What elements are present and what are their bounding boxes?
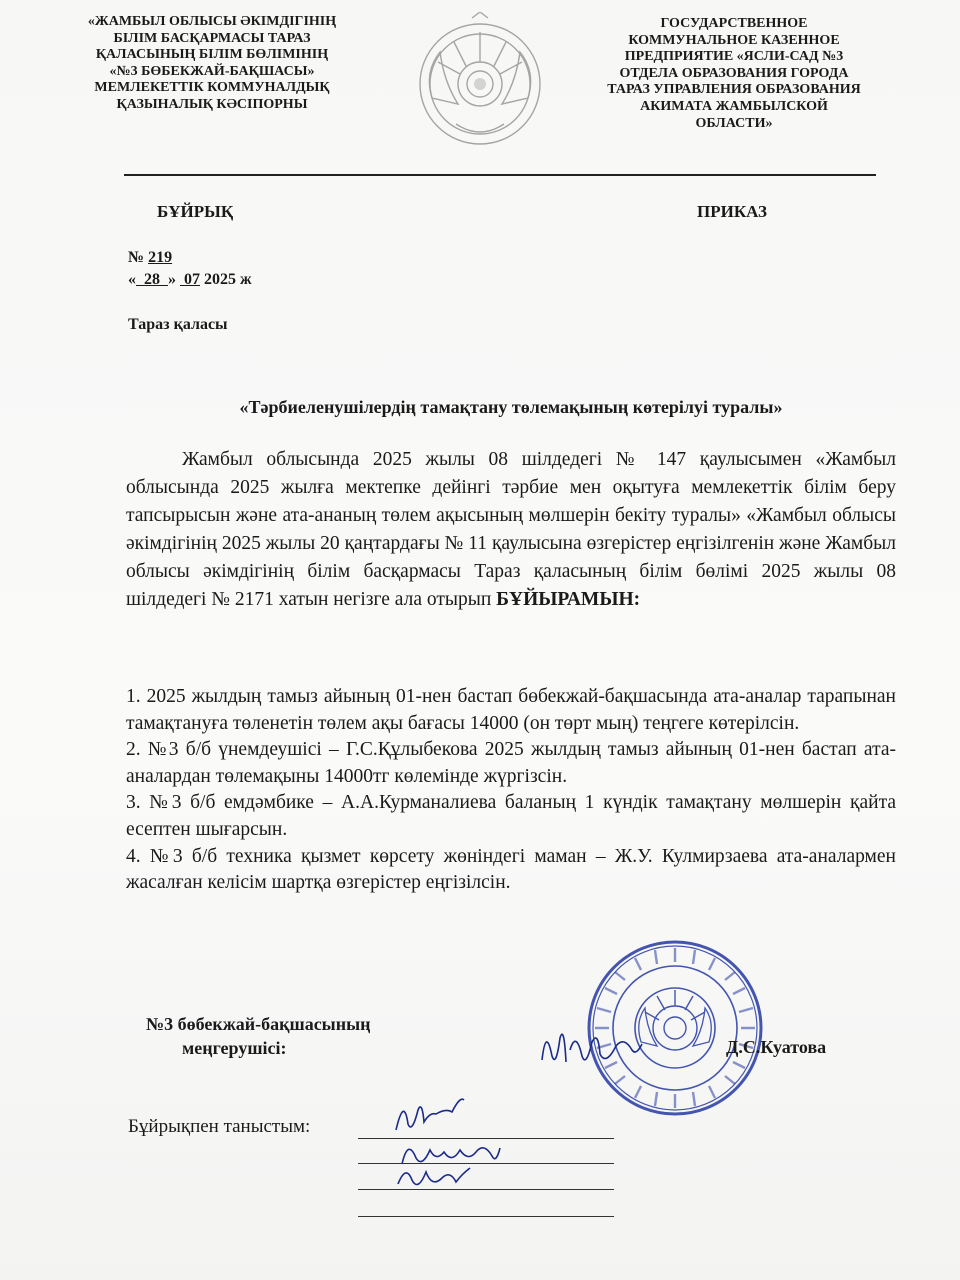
date-year: 2025 ж: [204, 271, 252, 288]
order-number-prefix: №: [128, 249, 149, 266]
acknowledgement-line: [358, 1216, 614, 1217]
header-left-line: МЕМЛЕКЕТТІК КОММУНАЛДЫҚ: [94, 80, 330, 96]
date-open-quote: «: [128, 271, 136, 288]
order-word: БҰЙЫРАМЫН:: [496, 589, 641, 610]
city: Тараз қаласы: [128, 316, 228, 333]
staff-signature-icon: [390, 1090, 470, 1138]
header-right-line: ГОСУДАРСТВЕННОЕ: [660, 16, 808, 31]
doc-type-kz: БҰЙРЫҚ: [157, 202, 234, 221]
header-right-line: ОТДЕЛА ОБРАЗОВАНИЯ ГОРОДА: [619, 65, 849, 81]
header-right-line: АКИМАТА ЖАМБЫЛСКОЙ: [640, 98, 828, 114]
signatory-name: Д.С.Куатова: [726, 1037, 827, 1057]
date-close-quote: »: [168, 271, 176, 288]
header-left-line: ҚАЗЫНАЛЫҚ КӘСІПОРНЫ: [116, 96, 308, 112]
header-right-line: КОММУНАЛЬНОЕ КАЗЕННОЕ: [628, 32, 840, 48]
order-date: [128, 271, 252, 289]
staff-signature-icon: [392, 1160, 476, 1196]
order-title: «Тәрбиеленушілердің тамақтану төлемақының көтерілуі туралы»: [239, 397, 783, 417]
header-right-line: ПРЕДПРИЯТИЕ «ЯСЛИ-САД №3: [624, 49, 844, 65]
header-right-line: ОБЛАСТИ»: [695, 115, 773, 131]
order-item: 3. №3 б/б емдәмбике – А.А.Курманалиева баланың 1 күндік тамақтану мөлшерін қайта есептен шығарсын.: [126, 792, 896, 840]
date-month-value: 07: [184, 271, 200, 288]
date-month: [180, 271, 200, 288]
order-number: [128, 249, 172, 267]
header-divider: [124, 174, 876, 176]
signatory-title: [146, 1012, 371, 1060]
date-day-value: 28: [144, 271, 160, 288]
preamble-paragraph: [126, 446, 896, 614]
date-day: [136, 271, 168, 288]
signatory-title-line2: меңгерушісі:: [182, 1038, 287, 1058]
acknowledgement-label: Бұйрықпен таныстым:: [128, 1116, 311, 1137]
doc-type-ru: ПРИКАЗ: [697, 202, 767, 221]
order-item: 4. №3 б/б техника қызмет көрсету жөніндегі маман – Ж.У. Кулмирзаева ата-аналармен жасалған келісім шартқа өзгерістер еңгізілсін.: [126, 845, 896, 894]
header-left-line: «№3 БӨБЕКЖАЙ-БАҚШАСЫ»: [109, 63, 315, 79]
order-item: 2. №3 б/б үнемдеушісі – Г.С.Құлыбекова 2025 жылдың тамыз айының 01-нен бастап ата-аналардан төлемақыны 14000тг көлемінде жүргізсін.: [126, 739, 896, 787]
header-right-ru: [588, 16, 880, 132]
order-number-value: 219: [148, 249, 173, 266]
order-items: [126, 684, 896, 897]
header-right-line: ТАРАЗ УПРАВЛЕНИЯ ОБРАЗОВАНИЯ: [607, 82, 861, 98]
header-left-line: «ЖАМБЫЛ ОБЛЫСЫ ӘКІМДІГІНІҢ: [87, 14, 337, 29]
order-item: 1. 2025 жылдың тамыз айының 01-нен бастап бөбекжай-бақшасында ата-аналар тарапынан тамақтануға төленетін төлем ақы бағасы 14000 (он төрт мың) теңгеге көтерілсін.: [126, 686, 896, 734]
header-left-line: БІЛІМ БАСҚАРМАСЫ ТАРАЗ: [113, 30, 311, 46]
header-left-kz: [62, 14, 362, 114]
preamble-text: Жамбыл облысында 2025 жылы 08 шілдедегі № 147 қаулысымен «Жамбыл облысында 2025 жылға мектепке дейінгі тәрбие мен оқытуға мемлекеттік білім беру тапсырысын және ата-ананың төлем ақысының мөлшерін бекіту туралы» «Жамбыл облысы әкімдігінің 2025 жылы 20 қаңтардағы № 11 қаулысына өзгерістер еңгізілгенін және Жамбыл облысы әкімдігінің білім басқармасы Тараз қаласының білім бөлімі 2025 жылы 08 шілдедегі № 2171 хатын негізге ала отырып: [126, 449, 896, 610]
state-emblem-icon: [414, 12, 546, 152]
header-left-line: ҚАЛАСЫНЫҢ БІЛІМ БӨЛІМІНІҢ: [95, 47, 329, 63]
signatory-title-line1: №3 бөбекжай-бақшасының: [146, 1014, 371, 1034]
director-signature-icon: [536, 1016, 646, 1080]
